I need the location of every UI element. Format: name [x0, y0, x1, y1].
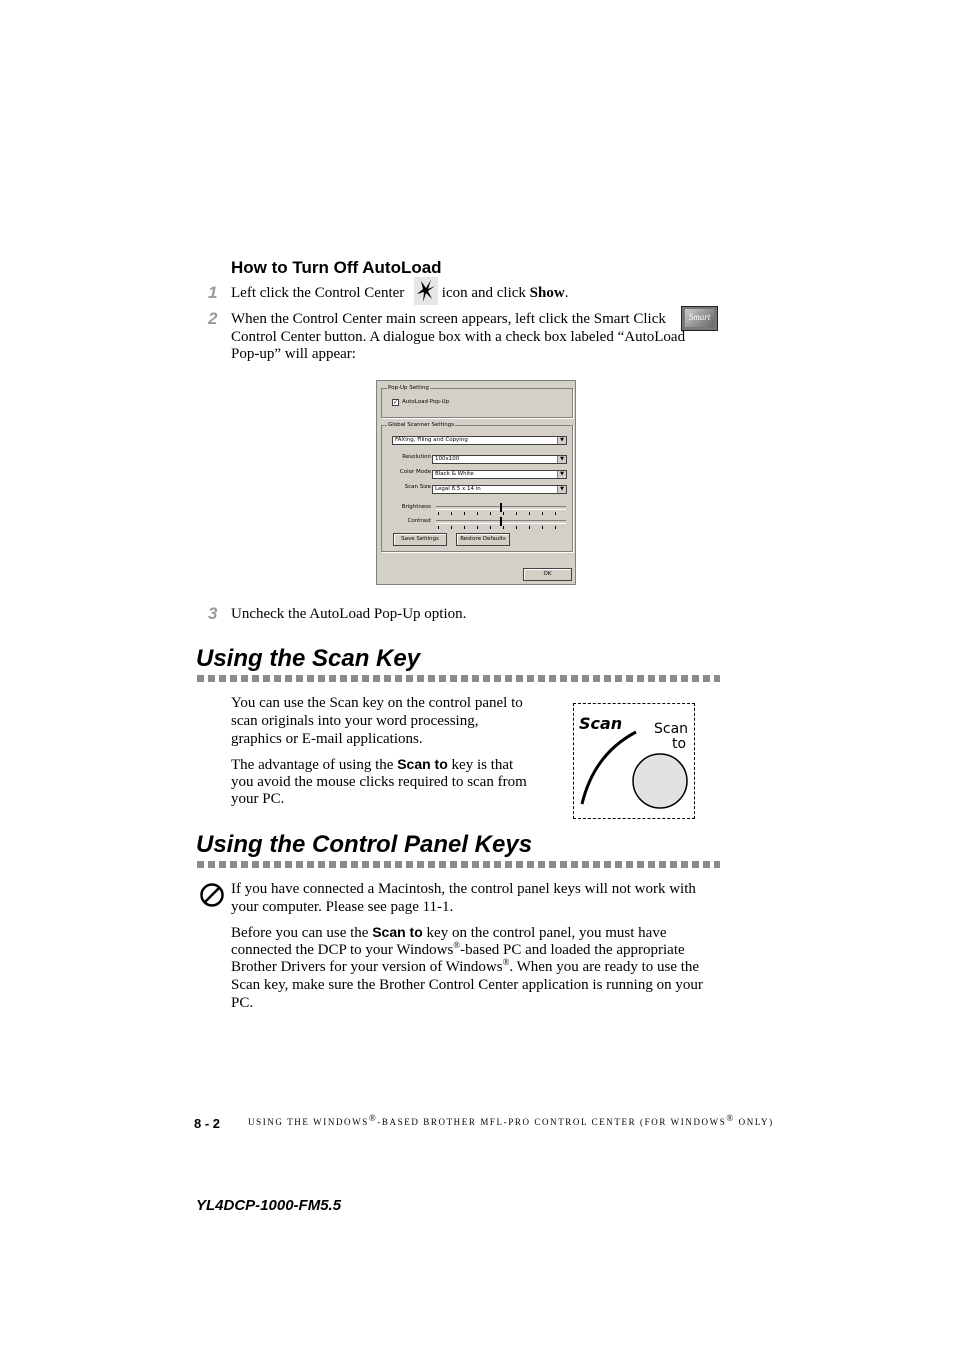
control-panel-para-line-1 — [231, 924, 666, 943]
chevron-down-icon: ▼ — [557, 456, 566, 463]
running-head-a: USING THE WINDOWS — [248, 1117, 369, 1127]
color-mode-select[interactable] — [432, 470, 567, 479]
smart-click-label: Smart — [685, 309, 714, 327]
contrast-slider-thumb[interactable] — [500, 517, 502, 526]
note-line-1: If you have connected a Macintosh, the control panel keys will not work with — [231, 881, 696, 897]
section-divider — [197, 675, 720, 682]
step-1-text-b: icon and click — [441, 285, 526, 301]
step-number-1: 1 — [208, 283, 218, 302]
scan-key-para-2-b: key is that — [451, 757, 514, 773]
step-number-2: 2 — [208, 309, 218, 328]
scan-size-value: Legal 8.5 x 14 in — [435, 486, 481, 492]
autoload-checkbox[interactable]: ✓ — [393, 399, 399, 406]
brightness-ticks — [438, 512, 566, 515]
scan-key-para-1-line-1: You can use the Scan key on the control panel to — [231, 695, 523, 711]
step-2-line-2: Control Center button. A dialogue box with a check box labeled “AutoLoad — [231, 329, 686, 345]
control-panel-para-a: Before you can use the — [231, 925, 369, 941]
autoload-settings-dialog — [376, 380, 576, 585]
popup-setting-title: Pop-Up Setting — [388, 385, 429, 391]
control-panel-keys-title: Using the Control Panel Keys — [196, 831, 533, 858]
color-mode-label: Color Mode — [399, 469, 431, 475]
scan-key-illustration — [573, 703, 695, 819]
note-line-2: your computer. Please see page 11-1. — [231, 899, 454, 915]
running-head — [248, 1113, 774, 1127]
step-3-text: Uncheck the AutoLoad Pop-Up option. — [231, 606, 467, 622]
document-id: YL4DCP-1000-FM5.5 — [196, 1197, 342, 1214]
scan-key-label-line-2: to — [672, 736, 687, 752]
registered-mark: ® — [453, 940, 461, 950]
contrast-ticks — [438, 526, 566, 529]
control-panel-para-line-3 — [231, 959, 699, 977]
show-label: Show — [529, 285, 565, 301]
mode-value: FAXing, Filing and Copying — [395, 437, 468, 443]
running-head-b: -BASED BROTHER MFL-PRO CONTROL CENTER (FOR WINDOWS — [377, 1117, 727, 1127]
control-center-icon — [414, 277, 438, 305]
global-scanner-settings-group — [381, 422, 573, 552]
scan-size-label: Scan Size — [404, 484, 431, 490]
step-2-line-1: When the Control Center main screen appears, left click the Smart Click — [231, 311, 666, 327]
chevron-down-icon: ▼ — [557, 471, 566, 478]
smart-click-button-icon — [681, 306, 718, 331]
line-2-a: connected the DCP to your Windows — [231, 942, 454, 958]
scan-key-para-2-line-1 — [231, 756, 513, 775]
section-divider — [197, 861, 720, 868]
step-1-text — [231, 285, 568, 303]
restore-defaults-button[interactable]: Restore Defaults — [456, 533, 510, 546]
registered-mark: ® — [368, 1113, 378, 1123]
contrast-label: Contrast — [407, 518, 431, 524]
scan-key-para-1-line-3: graphics or E-mail applications. — [231, 731, 423, 747]
chevron-down-icon: ▼ — [557, 437, 566, 444]
brightness-label: Brightness — [401, 504, 431, 510]
scan-size-select[interactable] — [432, 485, 567, 494]
registered-mark: ® — [726, 1113, 735, 1123]
resolution-value: 100x100 — [435, 456, 460, 462]
scan-key-para-2-line-2: you avoid the mouse clicks required to scan from — [231, 774, 527, 790]
scan-key-para-2-line-3: your PC. — [231, 791, 285, 807]
resolution-label: Resolution — [402, 454, 431, 460]
scan-key-para-2-a: The advantage of using the — [231, 757, 394, 773]
scanner-group-title: Global Scanner Settings — [388, 422, 455, 428]
control-panel-para-line-5: PC. — [231, 995, 254, 1011]
page-number: 8 - 2 — [194, 1116, 221, 1131]
scan-to-key-name: Scan to — [397, 756, 448, 772]
popup-setting-group — [381, 385, 573, 418]
autoload-checkbox-label: AutoLoad Pop-Up — [402, 399, 450, 405]
control-panel-para-line-2 — [231, 942, 685, 960]
registered-mark: ® — [502, 957, 510, 967]
resolution-select[interactable] — [432, 455, 567, 464]
mode-select[interactable] — [392, 436, 567, 445]
save-settings-button[interactable]: Save Settings — [393, 533, 447, 546]
ok-button[interactable]: OK — [523, 568, 572, 581]
line-2-b: -based PC and loaded the appropriate — [460, 942, 685, 958]
step-2-line-3: Pop-up” will appear: — [231, 346, 356, 362]
autoload-heading: How to Turn Off AutoLoad — [231, 258, 442, 277]
scan-key-label-line-1: Scan — [654, 721, 689, 737]
step-1-period: . — [564, 285, 569, 301]
scan-to-key-name: Scan to — [372, 924, 423, 940]
running-head-c: ONLY) — [734, 1117, 774, 1127]
prohibited-note-icon — [199, 882, 225, 908]
step-number-3: 3 — [208, 604, 218, 623]
control-panel-para-b: key on the control panel, you must have — [426, 925, 667, 941]
step-1-text-a: Left click the Control Center — [231, 285, 405, 301]
scan-logo: Scan — [579, 714, 623, 733]
control-panel-para-line-4: Scan key, make sure the Brother Control Center application is running on your — [231, 977, 703, 993]
color-mode-value: Black & White — [435, 471, 474, 477]
scan-key-para-1-line-2: scan originals into your word processing, — [231, 713, 479, 729]
line-3-b: . When you are ready to use the — [509, 959, 700, 975]
brightness-slider-thumb[interactable] — [500, 503, 502, 512]
chevron-down-icon: ▼ — [557, 486, 566, 493]
scan-key-title: Using the Scan Key — [196, 645, 421, 672]
line-3-a: Brother Drivers for your version of Windows — [231, 959, 503, 975]
